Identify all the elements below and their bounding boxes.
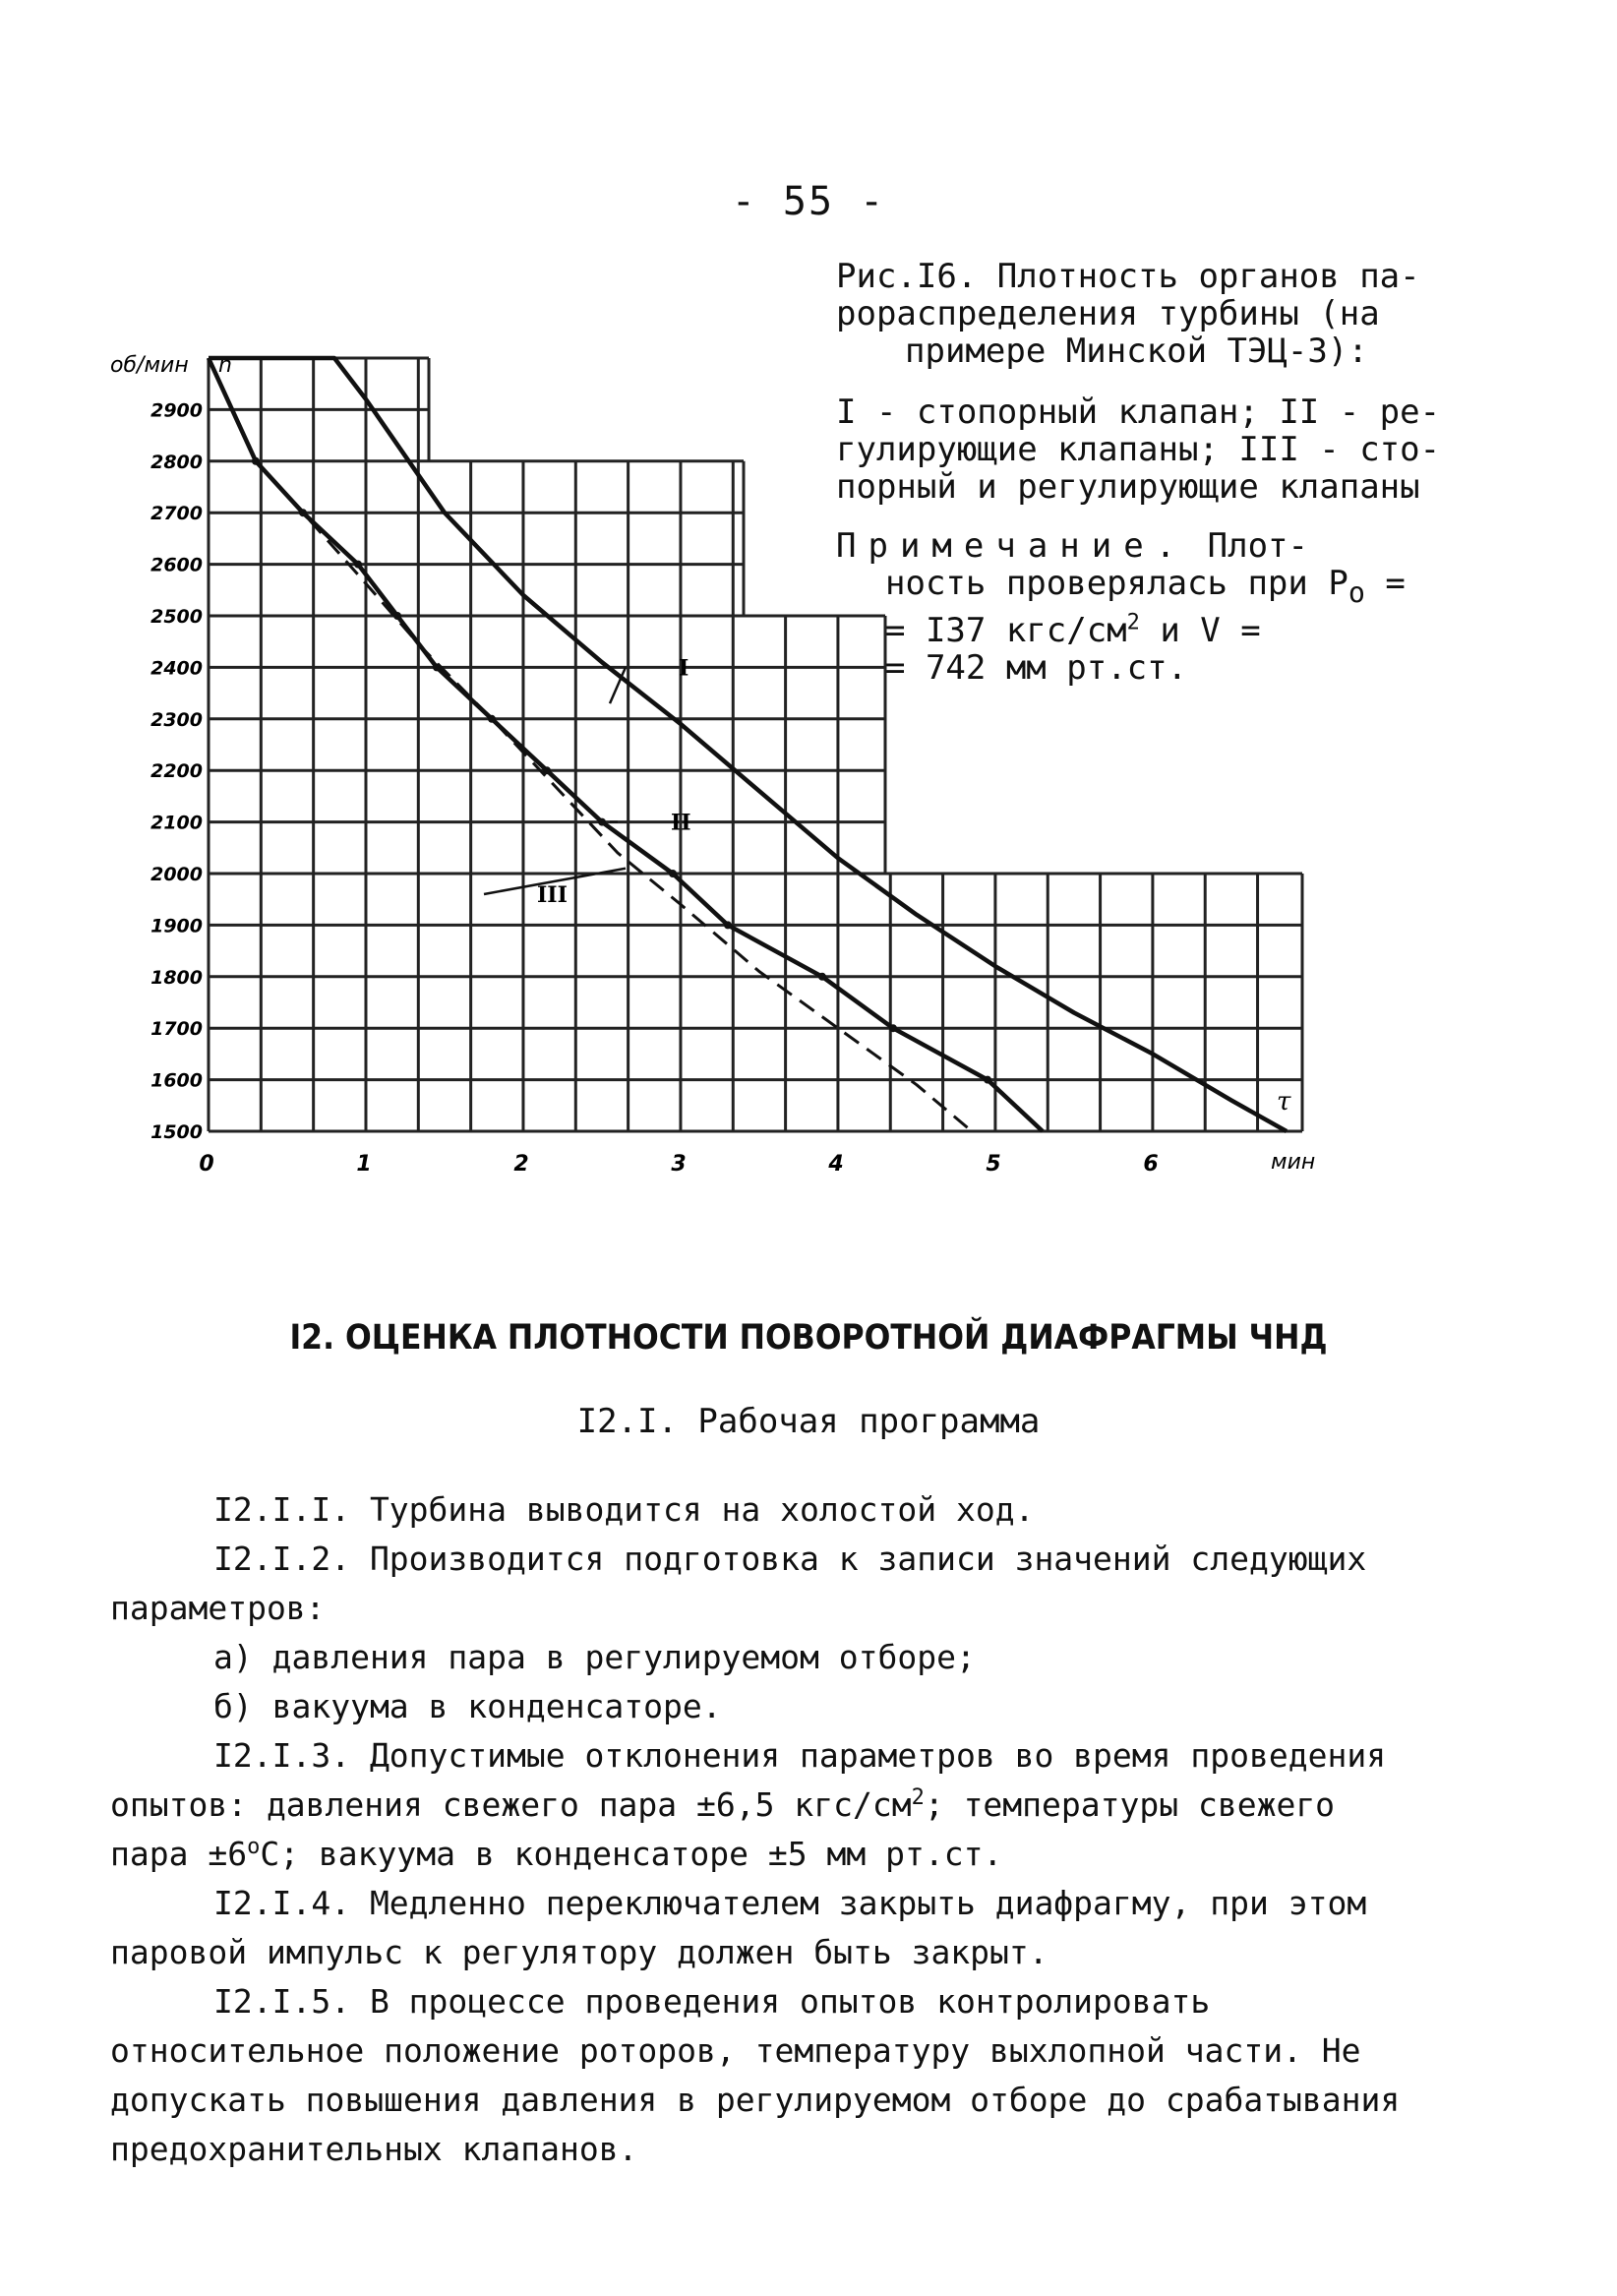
x-tick-label: 4 (828, 1152, 844, 1177)
x-tick-label: 1 (356, 1152, 372, 1177)
chart-curves (209, 358, 1287, 1131)
y-tick-label: 2100 (150, 812, 203, 834)
series-label: I (679, 655, 689, 682)
paragraph-text: С; вакуума в конденсаторе ±5 мм рт.ст. (260, 1835, 1003, 1873)
legend-line: порный и регулирующие клапаны (836, 467, 1420, 507)
note-superscript: 2 (1126, 610, 1140, 635)
paragraph: I2.I.4. Медленно переключателем закрыть диафрагму, при этом паровой импульс к регулятору должен быть закрыт. (110, 1884, 1367, 1971)
x-tick-label: 6 (1143, 1152, 1159, 1177)
legend-line: I - стопорный клапан; II - ре- (836, 393, 1441, 432)
section-heading: I2. ОЦЕНКА ПЛОТНОСТИ ПОВОРОТНОЙ ДИАФРАГМЫ ЧНД (289, 1318, 1328, 1358)
y-tick-label: 1800 (150, 966, 203, 989)
superscript: о (247, 1835, 261, 1859)
note-text: = I37 кгс/см (885, 610, 1127, 650)
data-point (724, 921, 732, 929)
data-point (488, 715, 496, 723)
y-tick-label: 2900 (150, 399, 203, 422)
data-point (598, 818, 606, 826)
section-subheading: I2.I. Рабочая программа (576, 1402, 1041, 1441)
series-label: III (537, 881, 568, 908)
y-tick-label: 2600 (150, 554, 203, 576)
paragraph: I2.I.2. Производится подготовка к записи значений следующих параметров: (110, 1540, 1367, 1627)
list-item: б) вакуума в конденсаторе. (213, 1687, 722, 1725)
data-point (393, 612, 401, 620)
y-tick-label: 2200 (150, 760, 203, 783)
paragraph-text: I2.I.3. Допустимые отклонения параметров во время проведения опытов: давления свежего пара ±6,5 кгс/см (110, 1736, 1387, 1824)
superscript: 2 (911, 1785, 925, 1810)
paragraph: I2.I.5. В процессе проведения опытов контролировать относительное положение роторов, температуру выхлопной части. Не допускать повышения давления в регулируемом отборе до срабатывания предохранительных клапанов. (110, 1982, 1401, 2168)
curve-iii (209, 358, 972, 1131)
y-tick-label: 1500 (150, 1121, 203, 1143)
y-tick-label: 1900 (150, 915, 203, 937)
y-tick-label: 2000 (150, 864, 203, 885)
chart-grid (209, 358, 1302, 1131)
note-text: = (1364, 564, 1406, 603)
x-tick-label: 3 (671, 1152, 687, 1177)
figure-title-line: Рис.I6. Плотность органов па- (836, 257, 1420, 296)
paragraph (110, 1731, 1428, 1879)
legend-line: гулирующие клапаны; III - сто- (836, 430, 1441, 469)
note-text: и V = (1139, 610, 1261, 650)
note-text: = 742 мм рт.ст. (885, 647, 1188, 688)
density-chart (98, 344, 1338, 1180)
x-tick-label: 5 (986, 1152, 1001, 1177)
series-label: II (671, 810, 691, 836)
x-axis-symbol: τ (1277, 1087, 1291, 1117)
data-point (984, 1076, 991, 1084)
x-axis-label: мин (1271, 1150, 1316, 1175)
x-tick-label: 2 (513, 1152, 529, 1177)
y-tick-label: 2700 (150, 503, 203, 525)
curve-ii (209, 358, 1043, 1131)
note-text: ность проверялась при P (885, 564, 1348, 603)
data-point (354, 561, 362, 569)
y-tick-label: 1600 (150, 1069, 203, 1092)
y-tick-label: 2500 (150, 606, 203, 628)
note-subscript: o (1348, 575, 1365, 609)
data-point (889, 1024, 897, 1032)
list-item: а) давления пара в регулируемом отборе; (213, 1638, 976, 1676)
y-tick-label: 2300 (150, 708, 203, 731)
paragraph: I2.I.I. Турбина выводится на холостой ход. (213, 1490, 1035, 1529)
body-text (110, 1485, 1428, 2174)
x-tick-label: 0 (199, 1152, 214, 1177)
y-axis-label: об/мин (110, 353, 189, 378)
page-number: - 55 - (731, 179, 886, 224)
y-axis-symbol: n (218, 353, 232, 378)
y-tick-label: 1700 (150, 1018, 203, 1041)
note-text: Плот- (1187, 526, 1308, 566)
figure-title-line: рораспределения турбины (на (836, 294, 1380, 333)
figure-title-line: примере Минской ТЭЦ-3): (905, 332, 1368, 371)
y-tick-label: 2800 (150, 451, 203, 473)
data-point (669, 870, 677, 877)
data-point (818, 973, 826, 981)
note-label: Примечание. (836, 526, 1188, 566)
paragraph-text: ; температуры свежего пара ±6 (110, 1785, 1336, 1873)
curve-i (209, 358, 1287, 1131)
y-tick-label: 2400 (150, 657, 203, 680)
